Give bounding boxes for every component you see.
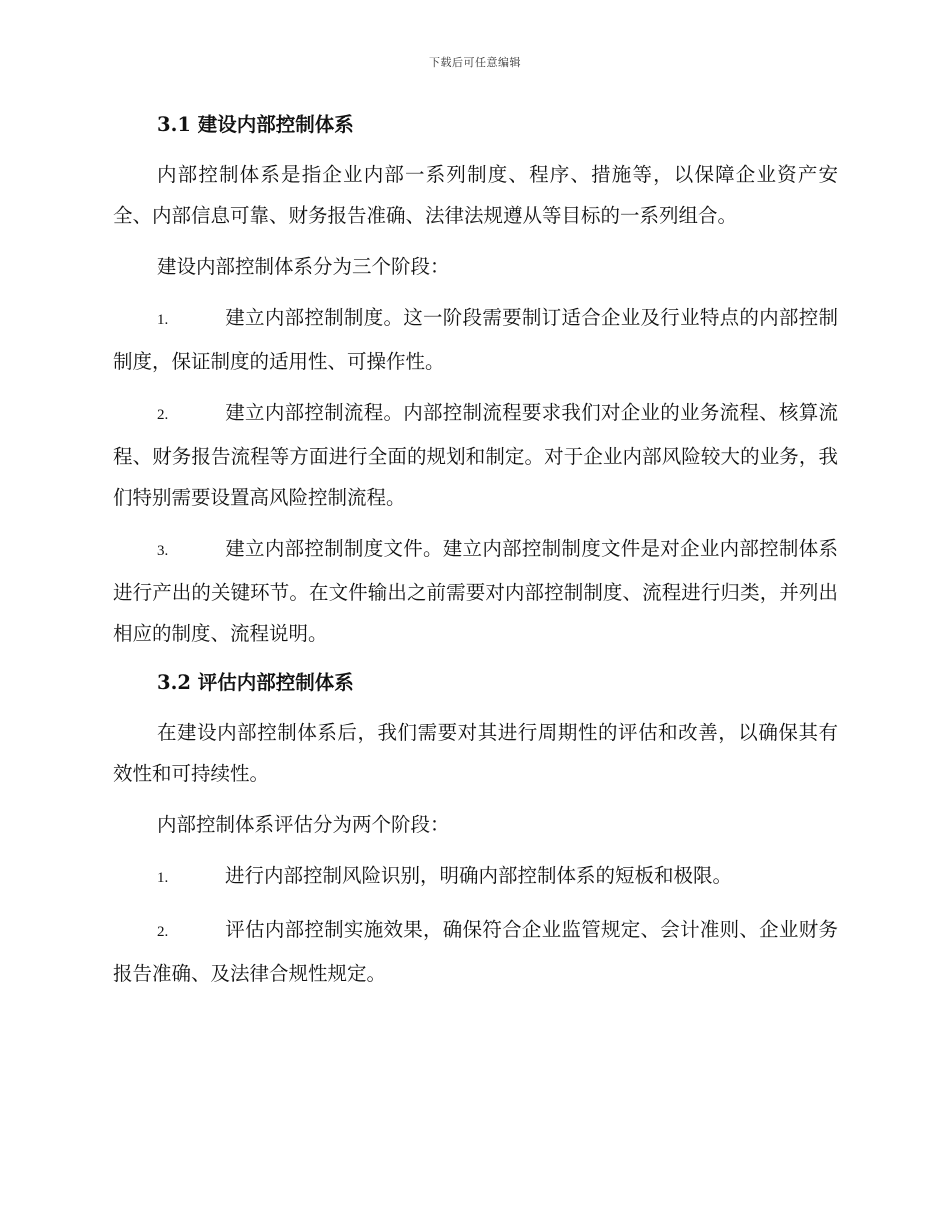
list-item [113,297,838,382]
list-item [113,528,838,654]
list-item [113,909,838,994]
document-body [113,110,838,994]
section-heading-3-1: 3.1 建设内部控制体系 [157,113,354,136]
list-item-number: 1. [157,870,169,886]
list-item-number: 2. [157,924,169,940]
section-3-2-lead: 内部控制体系评估分为两个阶段： [157,813,450,836]
list-item-number: 2. [157,407,169,423]
list-item [113,392,838,518]
list-item-number: 1. [157,312,169,328]
list-item-number: 3. [157,543,169,559]
section-heading-3-2: 3.2 评估内部控制体系 [157,671,354,694]
list-item-text: 进行内部控制风险识别，明确内部控制体系的短板和极限。 [225,864,733,887]
page-header: 下载后可任意编辑 [429,56,521,69]
list-item [113,855,838,899]
section-3-2-intro: 在建设内部控制体系后，我们需要对其进行周期性的评估和改善，以确保其有效性和可持续性。 [113,721,838,785]
section-3-1-lead: 建设内部控制体系分为三个阶段： [157,255,450,278]
list-item-text: 建立内部控制流程。内部控制流程要求我们对企业的业务流程、核算流程、财务报告流程等方面进行全面的规划和制定。对于企业内部风险较大的业务，我们特别需要设置高风险控制流程。 [113,401,838,509]
list-item-text: 建立内部控制制度。这一阶段需要制订适合企业及行业特点的内部控制制度，保证制度的适用性、可操作性。 [113,306,838,373]
section-3-1-intro: 内部控制体系是指企业内部一系列制度、程序、措施等，以保障企业资产安全、内部信息可靠、财务报告准确、法律法规遵从等目标的一系列组合。 [113,163,838,227]
list-item-text: 评估内部控制实施效果，确保符合企业监管规定、会计准则、企业财务报告准确、及法律合规性规定。 [113,918,838,985]
list-item-text: 建立内部控制制度文件。建立内部控制制度文件是对企业内部控制体系进行产出的关键环节。在文件输出之前需要对内部控制制度、流程进行归类，并列出相应的制度、流程说明。 [113,537,838,645]
